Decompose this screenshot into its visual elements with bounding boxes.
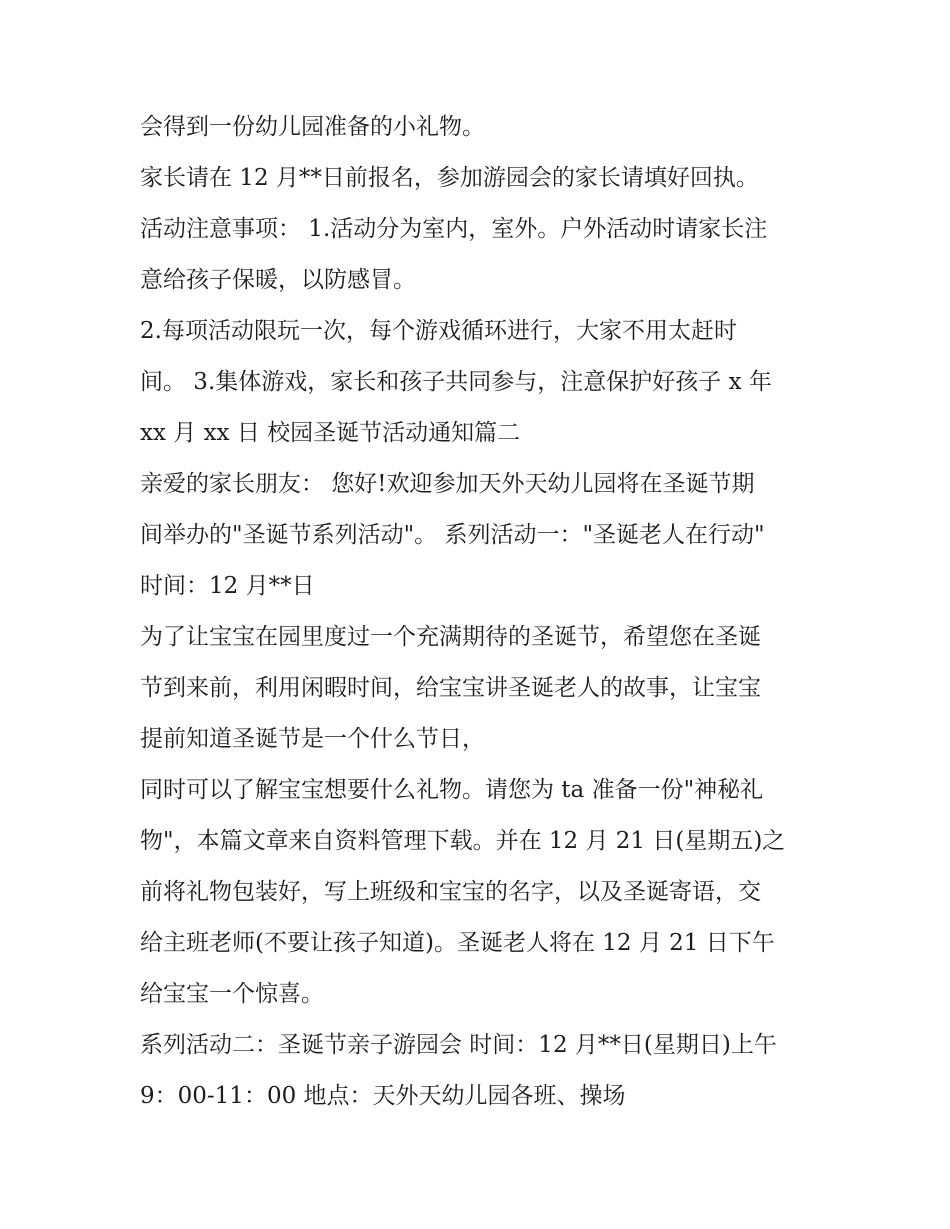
text-line: xx 月 xx 日 校园圣诞节活动通知篇二 bbox=[140, 420, 521, 446]
text-line: 为了让宝宝在园里度过一个充满期待的圣诞节，希望您在圣诞 bbox=[140, 624, 761, 650]
text-line: 家长请在 12 月**日前报名，参加游园会的家长请填好回执。 bbox=[140, 165, 759, 191]
text-line: 活动注意事项： 1.活动分为室内，室外。户外活动时请家长注 bbox=[140, 216, 768, 242]
text-line: 间。 3.集体游戏，家长和孩子共同参与，注意保护好孩子 x 年 bbox=[140, 369, 772, 395]
text-line: 前将礼物包装好，写上班级和宝宝的名字，以及圣诞寄语，交 bbox=[140, 879, 761, 905]
text-line: 时间：12 月**日 bbox=[140, 573, 315, 599]
text-line: 同时可以了解宝宝想要什么礼物。请您为 ta 准备一份"神秘礼 bbox=[140, 777, 764, 803]
text-line: 会得到一份幼儿园准备的小礼物。 bbox=[140, 114, 485, 140]
text-line: 间举办的"圣诞节系列活动"。 系列活动一："圣诞老人在行动" bbox=[140, 522, 765, 548]
text-line: 亲爱的家长朋友： 您好!欢迎参加天外天幼儿园将在圣诞节期 bbox=[140, 471, 755, 497]
text-line: 物"，本篇文章来自资料管理下载。并在 12 月 21 日(星期五)之 bbox=[140, 828, 786, 854]
text-line: 2.每项活动限玩一次，每个游戏循环进行，大家不用太赶时 bbox=[140, 318, 737, 344]
text-line: 给主班老师(不要让孩子知道)。圣诞老人将在 12 月 21 日下午 bbox=[140, 930, 775, 956]
text-line: 提前知道圣诞节是一个什么节日， bbox=[140, 726, 485, 752]
document-body bbox=[140, 102, 820, 1122]
text-line: 系列活动二：圣诞节亲子游园会 时间：12 月**日(星期日)上午 bbox=[140, 1032, 777, 1058]
text-line: 节到来前，利用闲暇时间，给宝宝讲圣诞老人的故事，让宝宝 bbox=[140, 675, 761, 701]
text-line: 给宝宝一个惊喜。 bbox=[140, 981, 324, 1007]
text-line: 意给孩子保暖，以防感冒。 bbox=[140, 267, 416, 293]
text-line: 9：00-11：00 地点：天外天幼儿园各班、操场 bbox=[140, 1083, 626, 1109]
